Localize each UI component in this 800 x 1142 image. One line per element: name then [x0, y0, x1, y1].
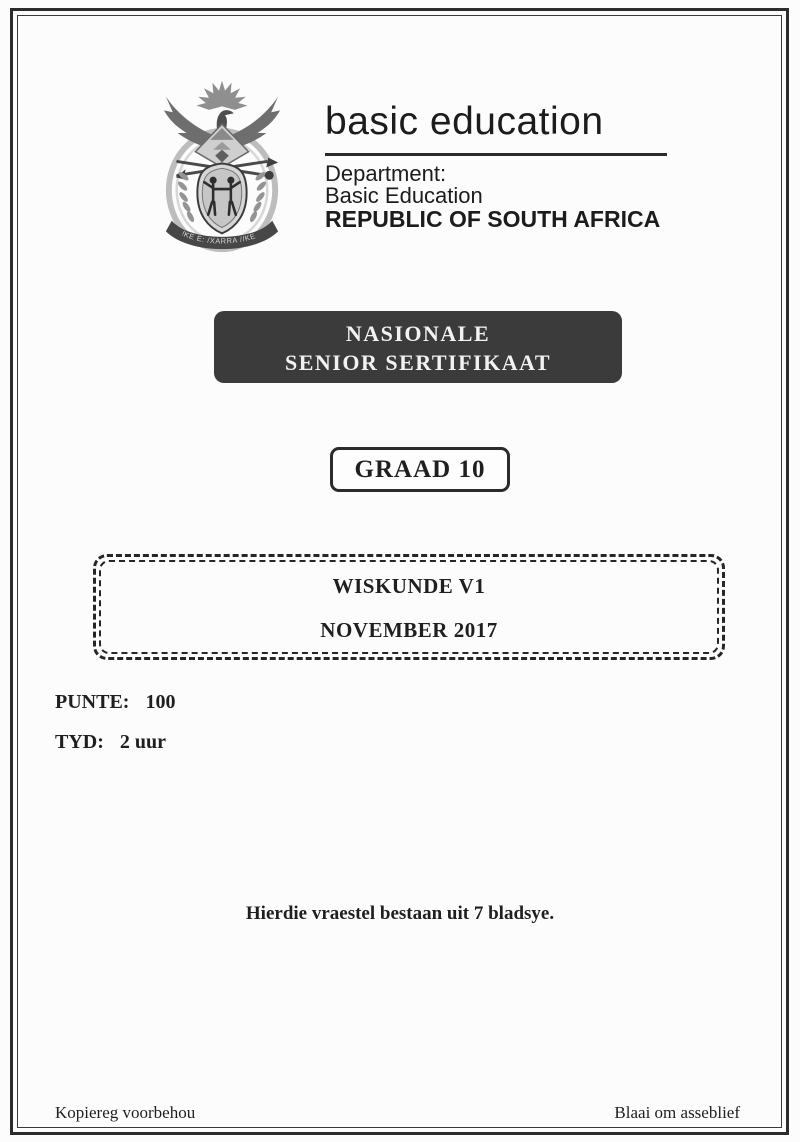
exam-session: NOVEMBER 2017 [320, 618, 498, 642]
certificate-banner-line-1: NASIONALE [345, 321, 491, 346]
marks-line [55, 691, 175, 714]
subject-title: WISKUNDE V1 [332, 574, 486, 598]
department-label: Department: [325, 161, 447, 186]
department-name: Basic Education [325, 183, 483, 208]
certificate-banner-line-2: SENIOR SERTIFIKAAT [284, 350, 552, 375]
time-label: TYD: [55, 731, 104, 753]
logo-divider [325, 153, 667, 156]
department-logo-block [325, 100, 667, 231]
certificate-banner [214, 311, 622, 383]
turn-over-note: Blaai om asseblief [614, 1103, 740, 1122]
shield-icon [197, 163, 246, 233]
marks-label: PUNTE: [55, 691, 130, 713]
time-value: 2 uur [119, 731, 167, 753]
subject-panel [93, 554, 725, 660]
south-africa-coat-of-arms-logo [158, 66, 286, 260]
rising-sun-icon [196, 81, 247, 111]
grade-badge: GRAAD 10 [330, 447, 510, 492]
coat-of-arms-motto: !KE E: /XARRA //KE [180, 228, 257, 246]
page-count-note: Hierdie vraestel bestaan uit 7 bladsye. [245, 903, 555, 924]
country-name: REPUBLIC OF SOUTH AFRICA [325, 206, 661, 232]
time-line [55, 731, 166, 754]
copyright-note: Kopiereg voorbehou [55, 1103, 196, 1122]
logo-wordmark: basic education [325, 100, 604, 143]
marks-value: 100 [145, 691, 176, 713]
